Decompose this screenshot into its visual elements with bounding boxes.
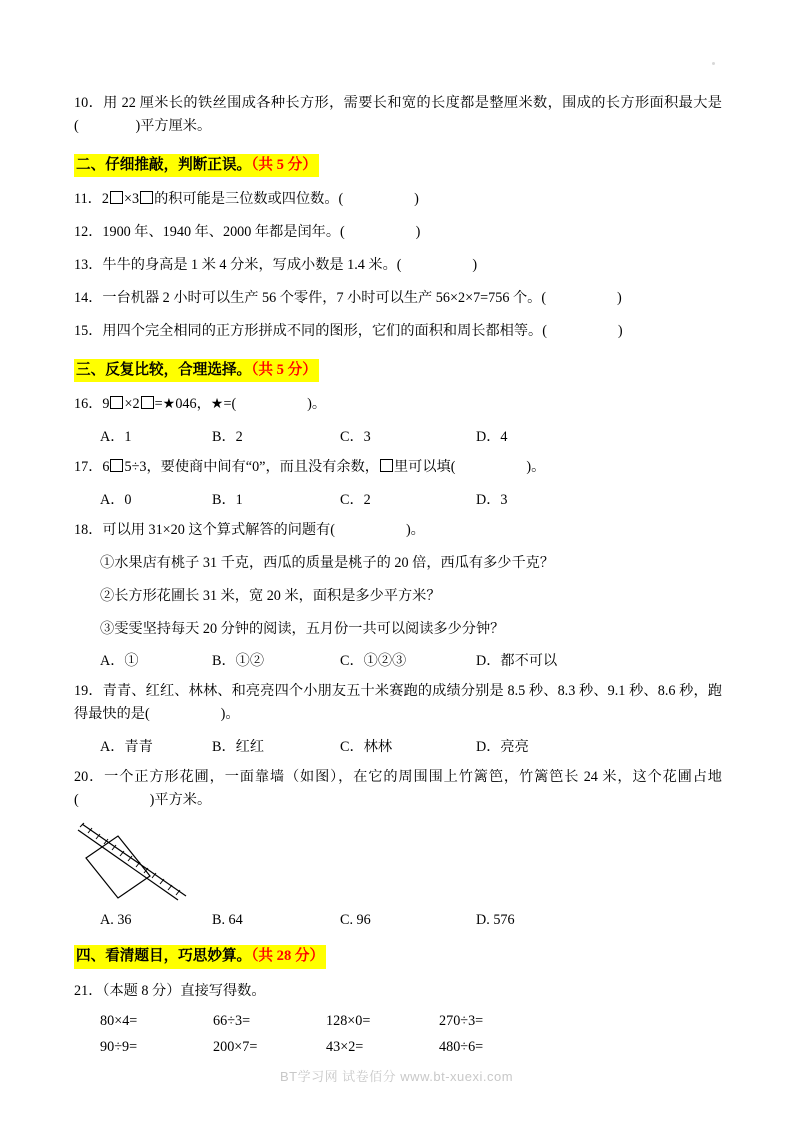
question-18-sub-2: ②长方形花圃长 31 米，宽 20 米，面积是多少平方米？ bbox=[100, 588, 441, 605]
option-b[interactable]: B．红红 bbox=[212, 739, 265, 756]
calc-item: 90÷9= bbox=[100, 1038, 138, 1055]
question-18-sub-1: ①水果店有桃子 31 千克，西瓜的质量是桃子的 20 倍，西瓜有多少千克？ bbox=[100, 555, 555, 572]
option-a[interactable]: A．① bbox=[100, 653, 139, 670]
calc-item: 480÷6= bbox=[439, 1038, 484, 1055]
calc-row-2 bbox=[74, 1039, 722, 1056]
question-21: 21．（本题 8 分）直接写得数。 bbox=[74, 982, 266, 999]
calc-item: 270÷3= bbox=[439, 1012, 484, 1029]
option-a[interactable]: A．1 bbox=[100, 429, 132, 446]
blank-box-icon bbox=[141, 396, 154, 409]
option-c[interactable]: C．2 bbox=[340, 492, 371, 509]
question-19-options bbox=[74, 736, 722, 756]
question-13: 13．牛牛的身高是 1 米 4 分米，写成小数是 1.4 米。( ) bbox=[74, 257, 478, 274]
question-15: 15．用四个完全相同的正方形拼成不同的图形，它们的面积和周长都相等。( ) bbox=[74, 323, 623, 340]
option-b[interactable]: B．2 bbox=[212, 429, 243, 446]
option-d[interactable]: D. 576 bbox=[476, 912, 515, 929]
option-a[interactable]: A. 36 bbox=[100, 912, 132, 929]
question-16-options bbox=[74, 426, 722, 446]
question-16 bbox=[74, 393, 722, 416]
option-c[interactable]: C. 96 bbox=[340, 912, 371, 929]
blank-box-icon bbox=[110, 459, 123, 472]
question-18: 18．可以用 31×20 这个算式解答的问题有( )。 bbox=[74, 522, 425, 539]
option-d[interactable]: D．都不可以 bbox=[476, 653, 558, 670]
section-heading-3-wrap bbox=[74, 353, 722, 391]
question-11-part-b: ×3 bbox=[123, 191, 140, 208]
option-a[interactable]: A．0 bbox=[100, 492, 132, 509]
question-17 bbox=[74, 456, 722, 479]
question-17-options bbox=[74, 489, 722, 509]
question-11-part-c: 的积可能是三位数或四位数。( ) bbox=[154, 191, 419, 208]
section-heading-4-label: 四、看清题目，巧思妙算。 bbox=[76, 948, 252, 965]
question-20-figure bbox=[74, 822, 722, 908]
calc-item: 128×0= bbox=[326, 1012, 371, 1029]
question-10: 10．用 22 厘米长的铁丝围成各种长方形，需要长和宽的长度都是整厘米数，围成的长方形面积最大是( )平方厘米。 bbox=[74, 95, 722, 134]
question-19: 19．青青、红红、林林、和亮亮四个小朋友五十米赛跑的成绩分别是 8.5 秒、8.3 秒、9.1 秒、8.6 秒，跑得最快的是( )。 bbox=[74, 683, 722, 723]
blank-box-icon bbox=[110, 396, 123, 409]
question-14: 14．一台机器 2 小时可以生产 56 个零件，7 小时可以生产 56×2×7=756 个。( ) bbox=[74, 290, 622, 307]
section-heading-3-score: （共 5 分） bbox=[251, 362, 317, 379]
calc-item: 66÷3= bbox=[213, 1012, 251, 1029]
square-garden-against-wall-diagram bbox=[74, 822, 214, 908]
option-c[interactable]: C．3 bbox=[340, 429, 371, 446]
page-dot-marker bbox=[712, 62, 715, 65]
question-18-sub-3: ③雯雯坚持每天 20 分钟的阅读，五月份一共可以阅读多少分钟？ bbox=[100, 620, 505, 637]
question-16-part-a: 16．9 bbox=[74, 396, 110, 413]
question-12: 12．1900 年、1940 年、2000 年都是闰年。( ) bbox=[74, 224, 421, 241]
blank-box-icon bbox=[110, 191, 123, 204]
blank-box-icon bbox=[380, 459, 393, 472]
calc-item: 200×7= bbox=[213, 1038, 258, 1055]
calc-row-1 bbox=[74, 1013, 722, 1030]
question-18-options bbox=[74, 650, 722, 670]
option-b[interactable]: B. 64 bbox=[212, 912, 243, 929]
section-heading-3-label: 三、反复比较，合理选择。 bbox=[76, 362, 252, 379]
question-20-options bbox=[74, 912, 722, 929]
calc-item: 43×2= bbox=[326, 1038, 364, 1055]
option-d[interactable]: D．3 bbox=[476, 492, 508, 509]
watermark-text: BT学习网 试卷佰分 www.bt-xuexi.com bbox=[279, 1069, 514, 1084]
page-content bbox=[74, 92, 722, 1065]
blank-box-icon bbox=[140, 191, 153, 204]
question-16-part-c: =★046，★=( )。 bbox=[154, 396, 327, 413]
option-a[interactable]: A．青青 bbox=[100, 739, 153, 756]
section-heading-4-score: （共 28 分） bbox=[251, 948, 325, 965]
question-11-part-a: 11．2 bbox=[74, 191, 109, 208]
section-heading-3 bbox=[74, 359, 319, 382]
question-16-part-b: ×2 bbox=[124, 396, 140, 413]
option-d[interactable]: D．4 bbox=[476, 429, 508, 446]
question-17-part-b: 5÷3，要使商中间有“0”，而且没有余数， bbox=[124, 459, 379, 476]
section-heading-2-label: 二、仔细推敲，判断正误。 bbox=[76, 157, 252, 173]
section-heading-2-score: （共 5 分） bbox=[251, 157, 317, 173]
option-c[interactable]: C．林林 bbox=[340, 739, 393, 756]
section-heading-2 bbox=[74, 154, 319, 177]
calc-item: 80×4= bbox=[100, 1012, 138, 1029]
option-b[interactable]: B．1 bbox=[212, 492, 243, 509]
question-11 bbox=[74, 188, 722, 211]
question-20: 20．一个正方形花圃，一面靠墙（如图），在它的周围围上竹篱笆，竹篱笆长 24 米，这个花圃占地( )平方米。 bbox=[74, 769, 722, 809]
section-heading-4-wrap bbox=[74, 939, 722, 977]
option-d[interactable]: D．亮亮 bbox=[476, 739, 529, 756]
section-heading-2-wrap bbox=[74, 148, 722, 186]
question-17-part-c: 里可以填( )。 bbox=[393, 459, 546, 476]
question-17-part-a: 17．6 bbox=[74, 459, 110, 476]
section-heading-4 bbox=[74, 945, 326, 968]
option-c[interactable]: C．①②③ bbox=[340, 653, 407, 670]
option-b[interactable]: B．①② bbox=[212, 653, 265, 670]
